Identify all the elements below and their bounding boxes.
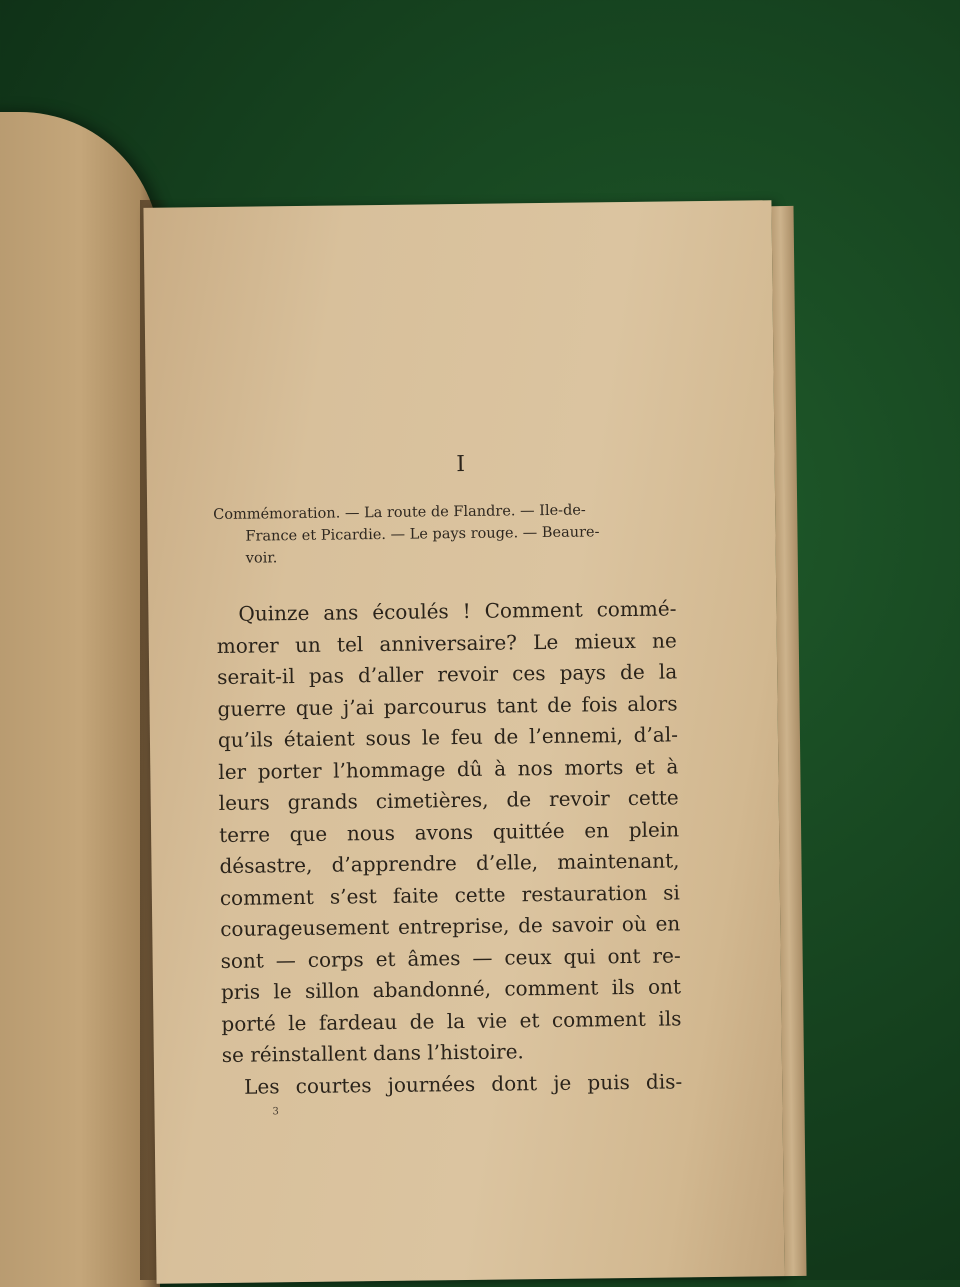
summary-line: voir.: [245, 550, 278, 567]
body-text: [216, 593, 682, 1103]
body-line: serait-il pas d’aller revoir ces pays de la: [217, 659, 678, 690]
summary-line: France et Picardie. — Le pays rouge. — Beaure-: [245, 524, 600, 545]
body-line: désastre, d’apprendre d’elle, maintenant,: [219, 848, 680, 878]
page-number: 3: [272, 1106, 279, 1118]
page-edges: [771, 206, 806, 1276]
chapter-number: I: [456, 451, 466, 478]
body-line: qu’ils étaient sous le feu de l’ennemi, d’al-: [217, 722, 679, 753]
body-line: guerre que j’ai parcourus tant de fois alors: [217, 690, 678, 721]
body-line: porté le fardeau de la vie et comment ils: [221, 1005, 682, 1036]
body-line: comment s’est faite cette restauration si: [219, 879, 680, 910]
left-page: [0, 112, 160, 1287]
body-line: courageusement entreprise, de savoir où en: [220, 911, 681, 941]
summary-line: Commémoration. — La route de Flandre. — Ile-de-: [213, 502, 586, 524]
body-line: leurs grands cimetières, de revoir cette: [218, 785, 679, 816]
right-page: [143, 200, 784, 1284]
body-line: se réinstallent dans l’histoire.: [221, 1039, 524, 1067]
chapter-summary: [213, 499, 664, 570]
body-line: terre que nous avons quittée en plein: [218, 816, 680, 847]
body-line: morer un tel anniversaire? Le mieux ne: [216, 627, 677, 658]
body-line: sont — corps et âmes — ceux qui ont re-: [220, 942, 681, 973]
body-line: Quinze ans écoulés ! Comment commé-: [238, 596, 677, 626]
body-line: pris le sillon abandonné, comment ils ont: [220, 974, 682, 1004]
body-line: ler porter l’hommage dû à nos morts et à: [218, 753, 679, 784]
body-line: Les courtes journées dont je puis dis-: [244, 1068, 683, 1099]
